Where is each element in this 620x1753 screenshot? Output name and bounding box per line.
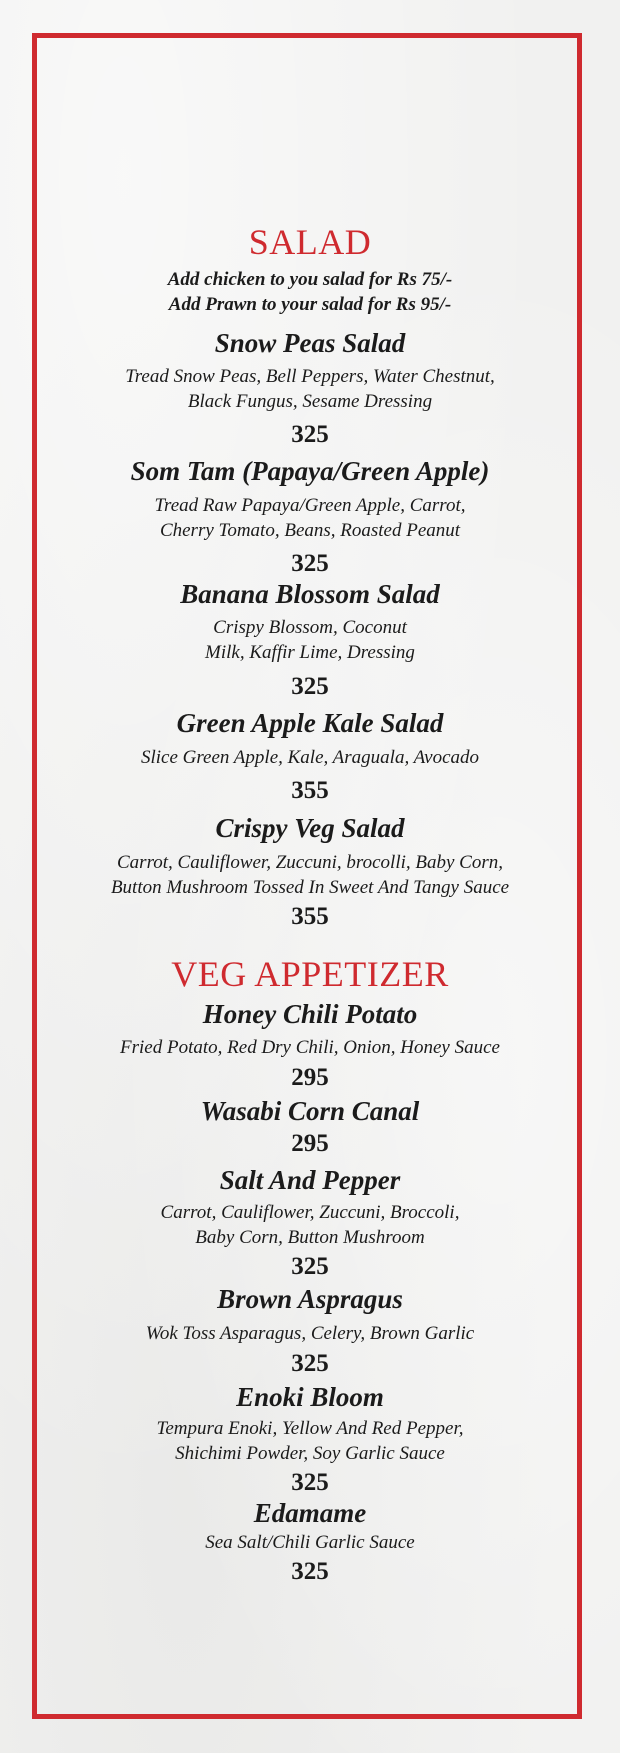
item-desc-som-tam: Cherry Tomato, Beans, Roasted Peanut [159, 520, 461, 541]
item-name-salt-and-pepper: Salt And Pepper [219, 1165, 401, 1195]
item-price-wasabi-corn-canal: 295 [291, 1130, 329, 1157]
item-desc-crispy-veg-salad: Button Mushroom Tossed In Sweet And Tangy Sauce [110, 877, 510, 898]
item-price-banana-blossom-salad: 325 [291, 673, 329, 700]
item-desc-salt-and-pepper: Carrot, Cauliflower, Zuccuni, Broccoli, [160, 1202, 460, 1223]
item-name-enoki-bloom: Enoki Bloom [236, 1382, 384, 1412]
section-title-salad: SALAD [248, 222, 372, 262]
item-name-honey-chili-potato: Honey Chili Potato [202, 999, 418, 1029]
item-price-snow-peas-salad: 325 [291, 421, 329, 448]
item-desc-banana-blossom-salad: Crispy Blossom, Coconut [213, 617, 407, 638]
item-desc-enoki-bloom: Shichimi Powder, Soy Garlic Sauce [175, 1443, 445, 1464]
item-desc-salt-and-pepper: Baby Corn, Button Mushroom [195, 1227, 425, 1248]
item-desc-enoki-bloom: Tempura Enoki, Yellow And Red Pepper, [156, 1418, 464, 1439]
section-title-veg-appetizer: VEG APPETIZER [171, 954, 449, 994]
item-desc-snow-peas-salad: Tread Snow Peas, Bell Peppers, Water Chestnut, [125, 366, 495, 387]
item-name-edamame: Edamame [253, 1498, 367, 1528]
item-desc-edamame: Sea Salt/Chili Garlic Sauce [205, 1532, 415, 1553]
salad-note-chicken: Add chicken to you salad for Rs 75/- [167, 269, 453, 290]
item-price-brown-aspragus: 325 [291, 1350, 329, 1377]
item-price-som-tam: 325 [291, 550, 329, 577]
item-price-salt-and-pepper: 325 [291, 1253, 329, 1280]
item-price-honey-chili-potato: 295 [291, 1064, 329, 1091]
item-desc-green-apple-kale-salad: Slice Green Apple, Kale, Araguala, Avocado [140, 747, 480, 768]
salad-note-prawn: Add Prawn to your salad for Rs 95/- [168, 294, 452, 315]
item-desc-crispy-veg-salad: Carrot, Cauliflower, Zuccuni, brocolli, Baby Corn, [117, 852, 503, 873]
item-name-brown-aspragus: Brown Aspragus [217, 1284, 403, 1314]
item-desc-honey-chili-potato: Fried Potato, Red Dry Chili, Onion, Honey Sauce [120, 1037, 500, 1058]
item-name-wasabi-corn-canal: Wasabi Corn Canal [200, 1096, 420, 1126]
item-desc-banana-blossom-salad: Milk, Kaffir Lime, Dressing [205, 642, 415, 663]
item-desc-snow-peas-salad: Black Fungus, Sesame Dressing [187, 391, 433, 412]
item-desc-som-tam: Tread Raw Papaya/Green Apple, Carrot, [154, 495, 466, 516]
item-name-green-apple-kale-salad: Green Apple Kale Salad [176, 708, 444, 738]
item-name-banana-blossom-salad: Banana Blossom Salad [180, 579, 440, 609]
item-price-crispy-veg-salad: 355 [291, 903, 329, 930]
item-name-crispy-veg-salad: Crispy Veg Salad [215, 813, 405, 843]
item-name-snow-peas-salad: Snow Peas Salad [214, 328, 406, 358]
item-desc-brown-aspragus: Wok Toss Asparagus, Celery, Brown Garlic [145, 1323, 475, 1344]
item-price-edamame: 325 [291, 1558, 329, 1585]
item-name-som-tam: Som Tam (Papaya/Green Apple) [130, 456, 490, 486]
item-price-green-apple-kale-salad: 355 [291, 777, 329, 804]
item-price-enoki-bloom: 325 [291, 1469, 329, 1496]
